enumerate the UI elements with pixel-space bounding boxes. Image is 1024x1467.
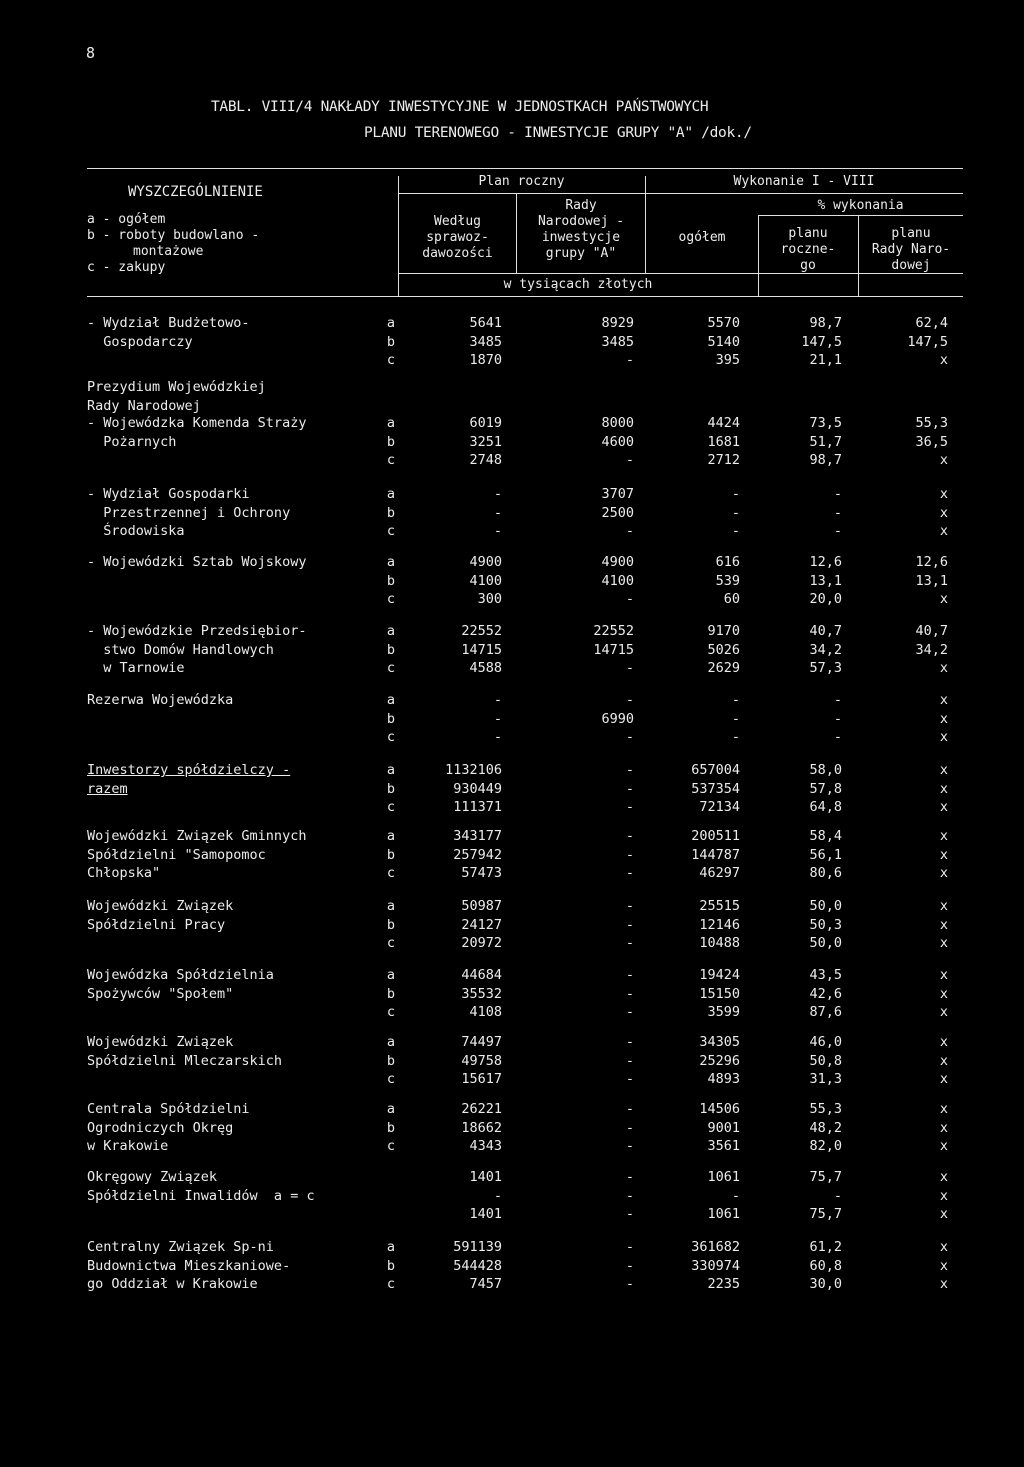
legend-b2: montażowe bbox=[133, 244, 204, 259]
cell-c3: 1061 bbox=[707, 1206, 740, 1222]
cell-c5: 147,5 bbox=[907, 333, 948, 350]
cell-c2: - bbox=[625, 1187, 634, 1204]
row-letter: b bbox=[386, 780, 396, 797]
cell-c5: 36,5 bbox=[915, 433, 948, 450]
cell-c4: 50,0 bbox=[809, 898, 842, 914]
cell-c2: - bbox=[625, 729, 634, 745]
row-letter: b bbox=[386, 1052, 396, 1069]
row-label: Rezerwa Wojewódzka bbox=[87, 692, 234, 708]
cell-c5: x bbox=[939, 692, 948, 708]
spec-title: WYSZCZEGÓLNIENIE bbox=[128, 184, 263, 200]
row-letter: a bbox=[386, 828, 396, 844]
cell-c3: 2629 bbox=[707, 660, 740, 676]
cell-c5: 62,4 bbox=[915, 315, 948, 331]
cell-c1: 49758 bbox=[461, 1052, 502, 1069]
cell-c1: 4343 bbox=[469, 1138, 502, 1154]
row-letter: c bbox=[386, 1276, 396, 1292]
cell-c5: x bbox=[939, 1276, 948, 1292]
cell-c3: 2235 bbox=[707, 1276, 740, 1292]
row-label: Wojewódzki Związek Spółdzielni Mleczarskich bbox=[87, 1034, 283, 1069]
cell-c3: 15150 bbox=[699, 985, 740, 1002]
cell-c5: 34,2 bbox=[915, 641, 948, 658]
cell-c3: - bbox=[731, 523, 740, 539]
cell-c1: - bbox=[493, 692, 502, 708]
cell-c4: 75,7 bbox=[809, 1206, 842, 1222]
row-letter: a bbox=[386, 486, 396, 502]
row-letter: c bbox=[386, 935, 396, 951]
cell-c1: 257942 bbox=[453, 846, 502, 863]
cell-c4: 58,4 bbox=[809, 828, 842, 844]
row-letter: b bbox=[386, 572, 396, 589]
legend-c: c - zakupy bbox=[87, 260, 166, 275]
cell-c3: 46297 bbox=[699, 865, 740, 881]
cell-c2: - bbox=[625, 846, 634, 863]
cell-c3: 657004 bbox=[691, 762, 740, 778]
cell-c2: - bbox=[625, 799, 634, 815]
cell-c2: - bbox=[625, 352, 634, 368]
cell-c3: 9170 bbox=[707, 623, 740, 639]
pct-planu-rady: planu Rady Naro- dowej bbox=[871, 226, 951, 273]
cell-c2: 4900 bbox=[601, 554, 634, 570]
cell-c3: 539 bbox=[715, 572, 740, 589]
cell-c5: x bbox=[939, 1239, 948, 1255]
cell-c1: 20972 bbox=[461, 935, 502, 951]
cell-c4: 55,3 bbox=[809, 1101, 842, 1117]
cell-c3: 34305 bbox=[699, 1034, 740, 1050]
cell-c3: 5026 bbox=[707, 641, 740, 658]
cell-c5: x bbox=[939, 710, 948, 727]
cell-c2: - bbox=[625, 1034, 634, 1050]
cell-c5: x bbox=[939, 898, 948, 914]
cell-c1: 1401 bbox=[469, 1169, 502, 1185]
cell-c2: - bbox=[625, 967, 634, 983]
cell-c1: 4100 bbox=[469, 572, 502, 589]
cell-c1: 4588 bbox=[469, 660, 502, 676]
cell-c2: - bbox=[625, 692, 634, 708]
cell-c4: 43,5 bbox=[809, 967, 842, 983]
cell-c4: 51,7 bbox=[809, 433, 842, 450]
cell-c5: x bbox=[939, 1206, 948, 1222]
row-letter: b bbox=[386, 333, 396, 350]
cell-c4: 82,0 bbox=[809, 1138, 842, 1154]
cell-c2: - bbox=[625, 1004, 634, 1020]
header-bottom-rule bbox=[87, 296, 963, 297]
cell-c3: 72134 bbox=[699, 799, 740, 815]
cell-c4: 80,6 bbox=[809, 865, 842, 881]
cell-c3: 200511 bbox=[691, 828, 740, 844]
cell-c2: - bbox=[625, 780, 634, 797]
cell-c1: 343177 bbox=[453, 828, 502, 844]
cell-c3: 60 bbox=[723, 591, 740, 607]
row-label: Wojewódzki Związek Spółdzielni Pracy bbox=[87, 898, 234, 933]
cell-c5: x bbox=[939, 1187, 948, 1204]
plan-rady: Rady Narodowej - inwestycje grupy "A" bbox=[537, 198, 625, 261]
cell-c4: - bbox=[833, 692, 842, 708]
cell-c4: 50,8 bbox=[809, 1052, 842, 1069]
cell-c5: x bbox=[939, 828, 948, 844]
row-letter: b bbox=[386, 1257, 396, 1274]
cell-c4: 46,0 bbox=[809, 1034, 842, 1050]
row-label: Okręgowy Związek Spółdzielni Inwalidów a = c bbox=[87, 1169, 315, 1204]
wyk-ogolem: ogółem bbox=[678, 230, 726, 245]
cell-c2: - bbox=[625, 916, 634, 933]
cell-c2: - bbox=[625, 1052, 634, 1069]
cell-c5: x bbox=[939, 1101, 948, 1117]
row-letter: a bbox=[386, 967, 396, 983]
cell-c5: x bbox=[939, 486, 948, 502]
table-title-line1: TABL. VIII/4 NAKŁADY INWESTYCYJNE W JEDNOSTKACH PAŃSTWOWYCH bbox=[211, 99, 709, 115]
header-vline-3 bbox=[645, 176, 646, 273]
cell-c4: 64,8 bbox=[809, 799, 842, 815]
cell-c5: x bbox=[939, 504, 948, 521]
cell-c3: 144787 bbox=[691, 846, 740, 863]
cell-c4: 21,1 bbox=[809, 352, 842, 368]
cell-c4: 42,6 bbox=[809, 985, 842, 1002]
cell-c2: - bbox=[625, 1138, 634, 1154]
cell-c1: 14715 bbox=[461, 641, 502, 658]
cell-c3: - bbox=[731, 504, 740, 521]
cell-c1: - bbox=[493, 729, 502, 745]
row-letter: c bbox=[386, 865, 396, 881]
cell-c1: 44684 bbox=[461, 967, 502, 983]
legend-b: b - roboty budowlano - bbox=[87, 228, 260, 243]
row-label: Centralny Związek Sp-ni Budownictwa Mieszkaniowe- go Oddział w Krakowie bbox=[87, 1239, 291, 1292]
cell-c1: 4900 bbox=[469, 554, 502, 570]
cell-c5: 40,7 bbox=[915, 623, 948, 639]
plan-roczny: Plan roczny bbox=[478, 174, 565, 189]
cell-c4: 58,0 bbox=[809, 762, 842, 778]
cell-c1: 5641 bbox=[469, 315, 502, 331]
row-letter: b bbox=[386, 504, 396, 521]
cell-c3: 1681 bbox=[707, 433, 740, 450]
cell-c4: 50,3 bbox=[809, 916, 842, 933]
cell-c5: x bbox=[939, 1138, 948, 1154]
row-letter: a bbox=[386, 623, 396, 639]
row-label: - Wojewódzka Komenda Straży Pożarnych bbox=[87, 415, 307, 450]
cell-c3: 537354 bbox=[691, 780, 740, 797]
cell-c5: x bbox=[939, 846, 948, 863]
cell-c5: x bbox=[939, 865, 948, 881]
cell-c4: 98,7 bbox=[809, 452, 842, 468]
row-letter: c bbox=[386, 452, 396, 468]
row-label: - Wydział Gospodarki Przestrzennej i Ochrony Środowiska bbox=[87, 486, 291, 539]
cell-c3: 2712 bbox=[707, 452, 740, 468]
row-letter: b bbox=[386, 985, 396, 1002]
cell-c1: 591139 bbox=[453, 1239, 502, 1255]
cell-c5: x bbox=[939, 1004, 948, 1020]
cell-c3: - bbox=[731, 692, 740, 708]
cell-c2: 4100 bbox=[601, 572, 634, 589]
cell-c2: - bbox=[625, 1101, 634, 1117]
cell-c5: 12,6 bbox=[915, 554, 948, 570]
cell-c2: - bbox=[625, 828, 634, 844]
row-letter: b bbox=[386, 1119, 396, 1136]
cell-c4: 57,3 bbox=[809, 660, 842, 676]
row-letter: a bbox=[386, 315, 396, 331]
cell-c4: 30,0 bbox=[809, 1276, 842, 1292]
cell-c4: 34,2 bbox=[809, 641, 842, 658]
row-letter: c bbox=[386, 352, 396, 368]
cell-c4: 48,2 bbox=[809, 1119, 842, 1136]
cell-c1: 26221 bbox=[461, 1101, 502, 1117]
row-letter: c bbox=[386, 523, 396, 539]
cell-c2: - bbox=[625, 762, 634, 778]
row-letter: b bbox=[386, 433, 396, 450]
table-title-line2: PLANU TERENOWEGO - INWESTYCJE GRUPY "A" /dok./ bbox=[364, 125, 752, 141]
cell-c1: 3485 bbox=[469, 333, 502, 350]
cell-c1: - bbox=[493, 504, 502, 521]
cell-c2: - bbox=[625, 985, 634, 1002]
row-letter: c bbox=[386, 1138, 396, 1154]
cell-c1: 7457 bbox=[469, 1276, 502, 1292]
cell-c4: 75,7 bbox=[809, 1169, 842, 1185]
cell-c5: x bbox=[939, 1257, 948, 1274]
cell-c1: 2748 bbox=[469, 452, 502, 468]
cell-c1: 300 bbox=[477, 591, 502, 607]
cell-c4: - bbox=[833, 729, 842, 745]
cell-c3: 330974 bbox=[691, 1257, 740, 1274]
cell-c4: 57,8 bbox=[809, 780, 842, 797]
cell-c2: - bbox=[625, 1119, 634, 1136]
cell-c5: x bbox=[939, 660, 948, 676]
cell-c2: - bbox=[625, 865, 634, 881]
cell-c2: - bbox=[625, 452, 634, 468]
cell-c5: x bbox=[939, 780, 948, 797]
cell-c3: 10488 bbox=[699, 935, 740, 951]
row-label: Inwestorzy spółdzielczy - razem bbox=[87, 762, 291, 797]
cell-c5: x bbox=[939, 729, 948, 745]
row-letter: a bbox=[386, 1239, 396, 1255]
row-label: Prezydium Wojewódzkiej Rady Narodowej bbox=[87, 379, 266, 414]
cell-c3: - bbox=[731, 486, 740, 502]
row-letter: c bbox=[386, 1004, 396, 1020]
cell-c5: 55,3 bbox=[915, 415, 948, 431]
units-label: w tysiącach złotych bbox=[503, 277, 653, 292]
cell-c3: 361682 bbox=[691, 1239, 740, 1255]
cell-c3: 12146 bbox=[699, 916, 740, 933]
row-label: - Wydział Budżetowo- Gospodarczy bbox=[87, 315, 250, 350]
cell-c1: - bbox=[493, 1187, 502, 1204]
cell-c4: 12,6 bbox=[809, 554, 842, 570]
cell-c4: - bbox=[833, 1187, 842, 1204]
row-letter: c bbox=[386, 1071, 396, 1087]
cell-c2: - bbox=[625, 1071, 634, 1087]
row-letter: c bbox=[386, 729, 396, 745]
cell-c5: x bbox=[939, 352, 948, 368]
cell-c3: - bbox=[731, 710, 740, 727]
cell-c2: - bbox=[625, 1276, 634, 1292]
cell-c1: 6019 bbox=[469, 415, 502, 431]
cell-c3: 1061 bbox=[707, 1169, 740, 1185]
cell-c3: 25296 bbox=[699, 1052, 740, 1069]
cell-c2: - bbox=[625, 1206, 634, 1222]
cell-c1: 24127 bbox=[461, 916, 502, 933]
cell-c4: 60,8 bbox=[809, 1257, 842, 1274]
cell-c1: 74497 bbox=[461, 1034, 502, 1050]
cell-c5: x bbox=[939, 1071, 948, 1087]
row-letter: a bbox=[386, 415, 396, 431]
cell-c3: 5140 bbox=[707, 333, 740, 350]
cell-c1: 111371 bbox=[453, 799, 502, 815]
cell-c4: 50,0 bbox=[809, 935, 842, 951]
cell-c2: - bbox=[625, 935, 634, 951]
cell-c4: 13,1 bbox=[809, 572, 842, 589]
cell-c5: x bbox=[939, 1034, 948, 1050]
cell-c4: 147,5 bbox=[801, 333, 842, 350]
cell-c4: - bbox=[833, 523, 842, 539]
cell-c3: - bbox=[731, 1187, 740, 1204]
row-letter: c bbox=[386, 660, 396, 676]
cell-c1: 35532 bbox=[461, 985, 502, 1002]
cell-c5: x bbox=[939, 452, 948, 468]
cell-c2: 6990 bbox=[601, 710, 634, 727]
cell-c4: 73,5 bbox=[809, 415, 842, 431]
cell-c5: 13,1 bbox=[915, 572, 948, 589]
cell-c5: x bbox=[939, 1169, 948, 1185]
cell-c3: 14506 bbox=[699, 1101, 740, 1117]
pct-wykonania: % wykonania bbox=[817, 198, 904, 213]
page-number: 8 bbox=[86, 44, 96, 62]
cell-c5: x bbox=[939, 985, 948, 1002]
cell-c1: 18662 bbox=[461, 1119, 502, 1136]
cell-c3: 395 bbox=[715, 352, 740, 368]
cell-c2: - bbox=[625, 898, 634, 914]
cell-c1: 57473 bbox=[461, 865, 502, 881]
cell-c3: 616 bbox=[715, 554, 740, 570]
header-rule-1 bbox=[398, 193, 963, 194]
row-letter: a bbox=[386, 692, 396, 708]
row-letter: b bbox=[386, 916, 396, 933]
cell-c5: x bbox=[939, 591, 948, 607]
cell-c2: - bbox=[625, 1257, 634, 1274]
cell-c1: 4108 bbox=[469, 1004, 502, 1020]
cell-c3: 3599 bbox=[707, 1004, 740, 1020]
cell-c4: - bbox=[833, 710, 842, 727]
cell-c2: 4600 bbox=[601, 433, 634, 450]
row-label: Wojewódzki Związek Gminnych Spółdzielni "Samopomoc Chłopska" bbox=[87, 828, 307, 881]
row-letter: b bbox=[386, 641, 396, 658]
cell-c1: 3251 bbox=[469, 433, 502, 450]
cell-c3: 25515 bbox=[699, 898, 740, 914]
cell-c4: 40,7 bbox=[809, 623, 842, 639]
header-rule-pct bbox=[758, 215, 963, 216]
cell-c5: x bbox=[939, 1119, 948, 1136]
cell-c1: 1870 bbox=[469, 352, 502, 368]
cell-c1: 22552 bbox=[461, 623, 502, 639]
cell-c2: - bbox=[625, 523, 634, 539]
cell-c3: - bbox=[731, 729, 740, 745]
row-letter: a bbox=[386, 1101, 396, 1117]
cell-c2: 2500 bbox=[601, 504, 634, 521]
header-top-rule bbox=[87, 168, 963, 169]
cell-c2: 3707 bbox=[601, 486, 634, 502]
cell-c4: 56,1 bbox=[809, 846, 842, 863]
cell-c1: - bbox=[493, 710, 502, 727]
cell-c4: 98,7 bbox=[809, 315, 842, 331]
row-label: Centrala Spółdzielni Ogrodniczych Okręg w Krakowie bbox=[87, 1101, 250, 1154]
plan-wedlug: Według sprawoz- dawozości bbox=[422, 214, 493, 261]
row-label: - Wojewódzkie Przedsiębior- stwo Domów Handlowych w Tarnowie bbox=[87, 623, 307, 676]
cell-c4: 87,6 bbox=[809, 1004, 842, 1020]
row-label: - Wojewódzki Sztab Wojskowy bbox=[87, 554, 307, 570]
cell-c1: 1132106 bbox=[445, 762, 502, 778]
row-letter: a bbox=[386, 1034, 396, 1050]
cell-c4: - bbox=[833, 486, 842, 502]
cell-c2: - bbox=[625, 660, 634, 676]
cell-c1: 50987 bbox=[461, 898, 502, 914]
row-letter: a bbox=[386, 762, 396, 778]
cell-c4: 20,0 bbox=[809, 591, 842, 607]
row-letter: a bbox=[386, 898, 396, 914]
legend-a: a - ogółem bbox=[87, 212, 166, 227]
cell-c3: 4893 bbox=[707, 1071, 740, 1087]
cell-c1: 930449 bbox=[453, 780, 502, 797]
cell-c5: x bbox=[939, 967, 948, 983]
cell-c1: 544428 bbox=[453, 1257, 502, 1274]
cell-c2: 8000 bbox=[601, 415, 634, 431]
cell-c3: 4424 bbox=[707, 415, 740, 431]
cell-c3: 5570 bbox=[707, 315, 740, 331]
cell-c2: 14715 bbox=[593, 641, 634, 658]
cell-c5: x bbox=[939, 916, 948, 933]
cell-c2: - bbox=[625, 591, 634, 607]
row-label: Wojewódzka Spółdzielnia Spożywców "Społem" bbox=[87, 967, 274, 1002]
cell-c5: x bbox=[939, 523, 948, 539]
cell-c3: 19424 bbox=[699, 967, 740, 983]
cell-c4: - bbox=[833, 504, 842, 521]
cell-c1: - bbox=[493, 486, 502, 502]
cell-c4: 61,2 bbox=[809, 1239, 842, 1255]
row-letter: a bbox=[386, 554, 396, 570]
cell-c2: 8929 bbox=[601, 315, 634, 331]
cell-c2: 3485 bbox=[601, 333, 634, 350]
row-letter: c bbox=[386, 799, 396, 815]
cell-c3: 3561 bbox=[707, 1138, 740, 1154]
cell-c5: x bbox=[939, 1052, 948, 1069]
wykonanie: Wykonanie I - VIII bbox=[733, 174, 875, 189]
row-letter: c bbox=[386, 591, 396, 607]
cell-c1: 1401 bbox=[469, 1206, 502, 1222]
cell-c5: x bbox=[939, 935, 948, 951]
cell-c3: 9001 bbox=[707, 1119, 740, 1136]
cell-c5: x bbox=[939, 762, 948, 778]
pct-planu-roczne: planu roczne- go bbox=[780, 226, 836, 273]
cell-c5: x bbox=[939, 799, 948, 815]
cell-c4: 31,3 bbox=[809, 1071, 842, 1087]
cell-c1: 15617 bbox=[461, 1071, 502, 1087]
cell-c2: 22552 bbox=[593, 623, 634, 639]
cell-c2: - bbox=[625, 1239, 634, 1255]
row-letter: b bbox=[386, 710, 396, 727]
cell-c2: - bbox=[625, 1169, 634, 1185]
cell-c1: - bbox=[493, 523, 502, 539]
row-letter: b bbox=[386, 846, 396, 863]
